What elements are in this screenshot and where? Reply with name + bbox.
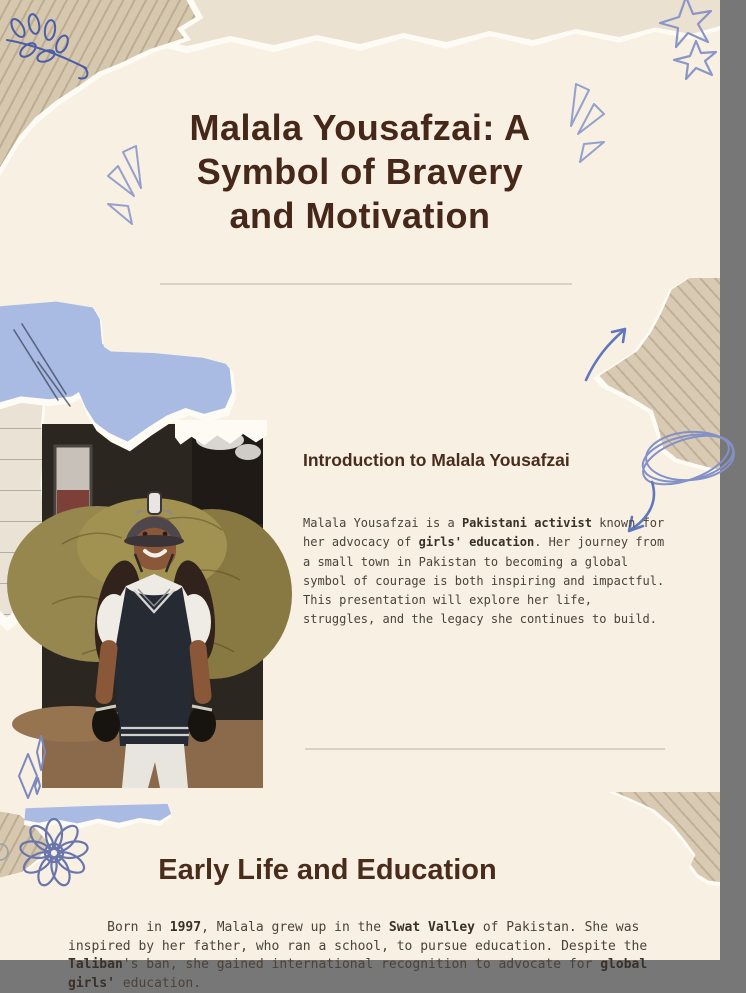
title-divider — [160, 283, 572, 285]
pencil-lines-icon — [6, 318, 86, 414]
early-paragraph: Born in 1997, Malala grew up in the Swat Valley of Pakistan. She was inspired by her father, who ran a school, to pursue education. Despite the Taliban's ban, she gained international recognition to advocate for global girls' education. — [68, 920, 648, 991]
leaf-branch-icon — [4, 10, 96, 84]
title-line-1: Malala Yousafzai: A — [189, 107, 531, 148]
title-line-2: Symbol of Bravery — [196, 151, 524, 192]
title-line-3: and Motivation — [229, 195, 491, 236]
section-divider — [305, 748, 665, 750]
intro-paragraph: Malala Yousafzai is a Pakistani activist known for her advocacy of girls' education. Her journey from a small town in Pakistan to becoming a global symbol of courage is both inspiring and impactful. This presentation will explore her life, struggles, and the legacy she continues to build. — [303, 516, 665, 627]
photo-girl-riding-helmet — [42, 424, 263, 788]
intro-heading: Introduction to Malala Yousafzai — [303, 450, 570, 470]
diamond-sparkle-icon — [4, 732, 54, 806]
curved-arrow-up-icon — [580, 322, 640, 386]
star-icon-small — [672, 40, 720, 80]
early-heading: Early Life and Education — [158, 854, 497, 886]
page-title — [90, 106, 630, 238]
photo-illustration — [42, 424, 263, 788]
